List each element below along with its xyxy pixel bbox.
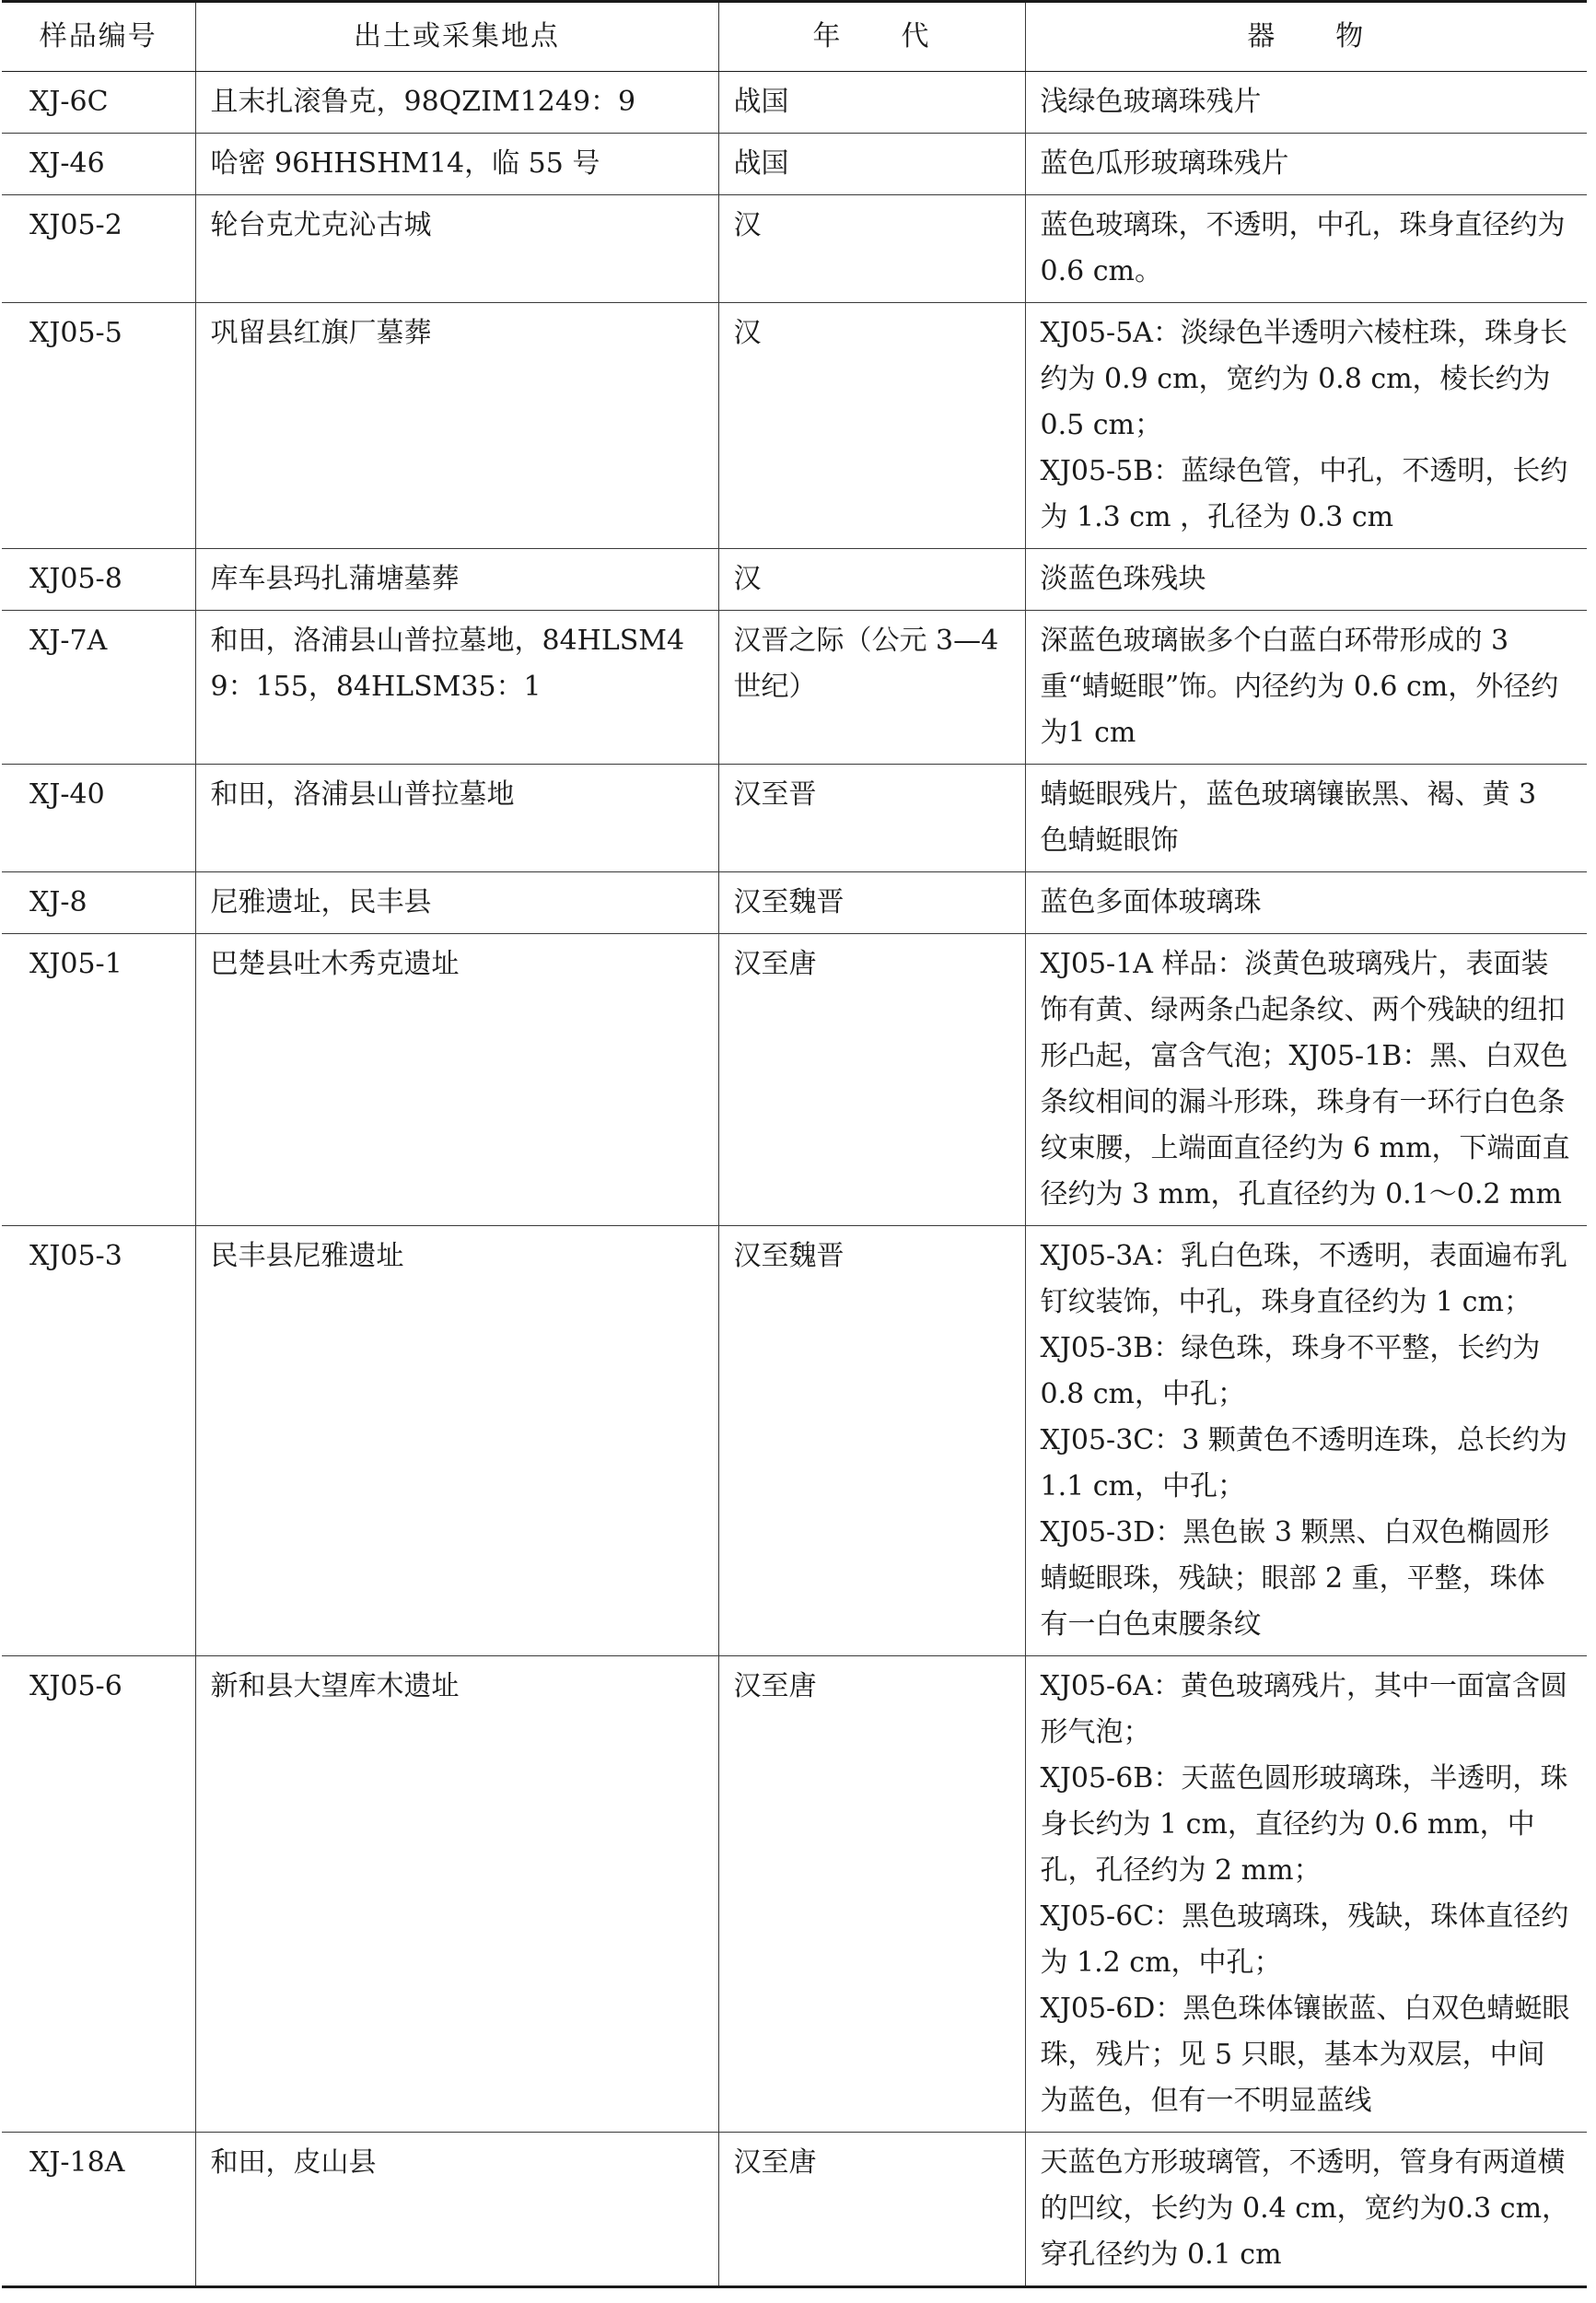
location-cell: 巩留县红旗厂墓葬 [195,303,718,549]
artifact-line: 深蓝色玻璃嵌多个白蓝白环带形成的 3 重“蜻蜓眼”饰。内径约为 0.6 cm，外径约为1 cm [1040,625,1559,749]
sample-id-cell: XJ-40 [2,765,195,872]
table-row [2,195,1587,303]
era-cell: 汉至唐 [718,934,1025,1226]
era-cell: 战国 [718,134,1025,195]
artifact-cell [1025,765,1587,872]
location-cell: 巴楚县吐木秀克遗址 [195,934,718,1226]
location-cell: 和田，皮山县 [195,2133,718,2287]
artifact-line: XJ05-5A：淡绿色半透明六棱柱珠，珠身长约为 0.9 cm，宽约为 0.8 cm，棱长约为 0.5 cm； [1040,317,1567,441]
era-cell: 汉至魏晋 [718,872,1025,934]
era-cell: 战国 [718,72,1025,134]
location-cell: 尼雅遗址，民丰县 [195,872,718,934]
artifact-line: 淡蓝色珠残块 [1040,563,1206,595]
table-row [2,765,1587,872]
sample-id-cell: XJ05-2 [2,195,195,303]
table-row [2,1226,1587,1656]
sample-id-cell: XJ-18A [2,2133,195,2287]
glass-samples-table [2,0,1587,2288]
artifact-line: 浅绿色玻璃珠残片 [1040,86,1262,118]
artifact-line: 蓝色瓜形玻璃珠残片 [1040,147,1289,180]
sample-id-cell: XJ05-8 [2,549,195,611]
location-cell: 且末扎滚鲁克，98QZIM1249：9 [195,72,718,134]
sample-id-cell: XJ-8 [2,872,195,934]
artifact-line: 蓝色玻璃珠，不透明，中孔，珠身直径约为 0.6 cm。 [1040,209,1566,287]
sample-id-cell: XJ05-6 [2,1656,195,2133]
artifact-line: XJ05-5B：蓝绿色管，中孔，不透明，长约为 1.3 cm ，孔径为 0.3 cm [1040,455,1568,533]
era-cell: 汉至唐 [718,2133,1025,2287]
artifact-line: XJ05-3A：乳白色珠，不透明，表面遍布乳钉纹装饰，中孔，珠身直径约为 1 cm； [1040,1240,1567,1318]
table-row [2,2133,1587,2287]
location-cell: 民丰县尼雅遗址 [195,1226,718,1656]
era-cell: 汉至晋 [718,765,1025,872]
artifact-cell [1025,549,1587,611]
artifact-cell [1025,1656,1587,2133]
artifact-line: XJ05-6B：天蓝色圆形玻璃珠，半透明，珠身长约为 1 cm，直径约为 0.6 mm，中孔，孔径约为 2 mm； [1040,1762,1568,1887]
page [2,0,1587,2288]
header-sample-id: 样品编号 [2,2,195,72]
location-cell: 新和县大望库木遗址 [195,1656,718,2133]
era-cell: 汉 [718,195,1025,303]
location-cell: 轮台克尤克沁古城 [195,195,718,303]
sample-id-cell: XJ05-3 [2,1226,195,1656]
artifact-line: 蜻蜓眼残片，蓝色玻璃镶嵌黑、褐、黄 3 色蜻蜓眼饰 [1040,778,1537,857]
artifact-line: 天蓝色方形玻璃管，不透明，管身有两道横的凹纹，长约为 0.4 cm，宽约为0.3 cm，穿孔径约为 0.1 cm [1040,2146,1570,2271]
artifact-cell [1025,195,1587,303]
artifact-cell [1025,303,1587,549]
artifact-cell [1025,2133,1587,2287]
sample-id-cell: XJ-7A [2,611,195,765]
artifact-cell [1025,72,1587,134]
era-cell: 汉 [718,549,1025,611]
artifact-line: XJ05-6A：黄色玻璃残片，其中一面富含圆形气泡； [1040,1670,1567,1748]
artifact-line: XJ05-3C：3 颗黄色不透明连珠，总长约为 1.1 cm，中孔； [1040,1424,1567,1502]
table-row [2,934,1587,1226]
artifact-line: XJ05-6C：黑色玻璃珠，残缺，珠体直径约为 1.2 cm，中孔； [1040,1900,1569,1979]
header-row [2,2,1587,72]
location-cell: 和田，洛浦县山普拉墓地，84HLSM49：155，84HLSM35：1 [195,611,718,765]
table-row [2,303,1587,549]
header-artifact: 器 物 [1025,2,1587,72]
sample-id-cell: XJ05-5 [2,303,195,549]
table-row [2,72,1587,134]
artifact-cell [1025,1226,1587,1656]
location-cell: 哈密 96HHSHM14，临 55 号 [195,134,718,195]
artifact-cell [1025,872,1587,934]
sample-id-cell: XJ05-1 [2,934,195,1226]
table-row [2,872,1587,934]
era-cell: 汉 [718,303,1025,549]
table-row [2,134,1587,195]
era-cell: 汉晋之际（公元 3—4 世纪） [718,611,1025,765]
era-cell: 汉至魏晋 [718,1226,1025,1656]
table-row [2,611,1587,765]
artifact-line: XJ05-1A 样品：淡黄色玻璃残片，表面装饰有黄、绿两条凸起条纹、两个残缺的纽扣形凸起，富含气泡；XJ05-1B：黑、白双色条纹相间的漏斗形珠，珠身有一环行白色条纹束腰，上端面直径约为 6 mm，下端面直径约为 3 mm，孔直径约为 0.1～0.2 mm [1040,948,1570,1210]
header-location: 出土或采集地点 [195,2,718,72]
sample-id-cell: XJ-46 [2,134,195,195]
sample-id-cell: XJ-6C [2,72,195,134]
artifact-line: XJ05-3B：绿色珠，珠身不平整，长约为 0.8 cm，中孔； [1040,1332,1541,1410]
location-cell: 库车县玛扎蒲塘墓葬 [195,549,718,611]
artifact-cell [1025,134,1587,195]
artifact-cell [1025,611,1587,765]
artifact-line: XJ05-3D：黑色嵌 3 颗黑、白双色椭圆形蜻蜓眼珠，残缺；眼部 2 重，平整，珠体有一白色束腰条纹 [1040,1516,1550,1641]
table-row [2,549,1587,611]
table-row [2,1656,1587,2133]
artifact-line: 蓝色多面体玻璃珠 [1040,886,1262,918]
header-era: 年 代 [718,2,1025,72]
era-cell: 汉至唐 [718,1656,1025,2133]
location-cell: 和田，洛浦县山普拉墓地 [195,765,718,872]
artifact-cell [1025,934,1587,1226]
artifact-line: XJ05-6D：黑色珠体镶嵌蓝、白双色蜻蜓眼珠，残片；见 5 只眼，基本为双层，中间为蓝色，但有一不明显蓝线 [1040,1993,1570,2117]
